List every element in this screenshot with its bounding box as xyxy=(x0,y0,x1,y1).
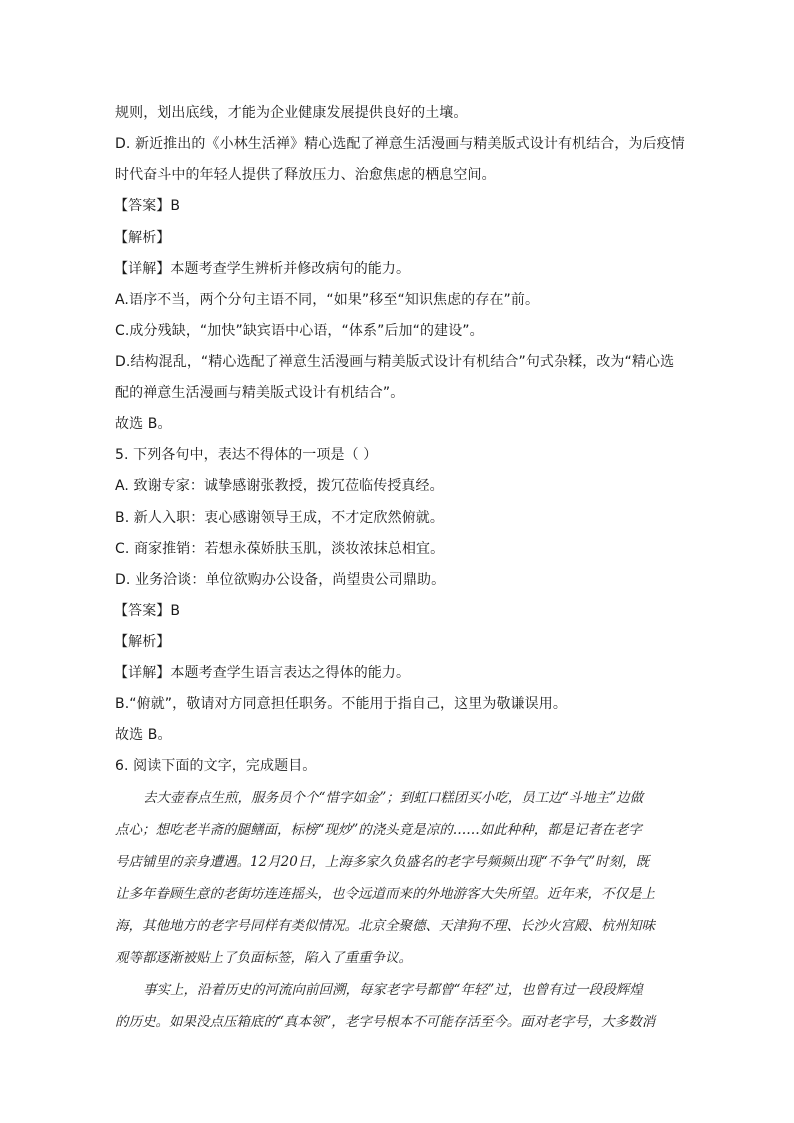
analysis-label: 【解析】 xyxy=(114,634,171,650)
option-c: C. 商家推销：若想永葆娇肤玉肌，淡妆浓抹总相宜。 xyxy=(115,541,445,557)
option-b: B. 新人入职：衷心感谢领导王成，不才定欣然俯就。 xyxy=(115,510,445,526)
text-line: 规则，划出底线，才能为企业健康发展提供良好的土壤。 xyxy=(115,105,468,121)
conclusion-line: 故选 B。 xyxy=(115,727,172,743)
passage-line: 让多年眷顾生意的老街坊连连摇头，也令远道而来的外地游客大失所望。近年来，不仅是上 xyxy=(115,886,655,902)
option-d: D. 业务洽谈：单位欲购办公设备，尚望贵公司鼎助。 xyxy=(115,572,446,588)
passage-line: 的历史。如果没点压箱底的“真本领”，老字号根本不可能存活至今。面对老字号，大多数消 xyxy=(115,1014,656,1030)
passage-line: 去大壶春点生煎，服务员个个“惜字如金”；到虹口糕团买小吃，员工边“斗地主”边做 xyxy=(143,790,644,806)
option-a: A. 致谢专家：诚挚感谢张教授，拨冗莅临传授真经。 xyxy=(115,478,444,494)
explanation-d: D.结构混乱，“精心选配了禅意生活漫画与精美版式设计有机结合”句式杂糅，改为“精心选 xyxy=(115,354,675,370)
question-6: 6. 阅读下面的文字，完成题目。 xyxy=(115,758,317,774)
detail-line: 【详解】本题考查学生辨析并修改病句的能力。 xyxy=(114,261,411,277)
conclusion-line: 故选 B。 xyxy=(115,416,172,432)
passage-line: 海，其他地方的老字号同样有类似情况。北京全聚德、天津狗不理、长沙火宫殿、杭州知味 xyxy=(115,918,655,934)
text-line: 时代奋斗中的年轻人提供了释放压力、治愈焦虑的栖息空间。 xyxy=(115,167,496,183)
explanation-c: C.成分残缺，“加快”缺宾语中心语，“体系”后加“的建设”。 xyxy=(115,323,484,339)
explanation-a: A.语序不当，两个分句主语不同，“如果”移至“知识焦虑的存在”前。 xyxy=(115,292,540,308)
passage-line: 事实上，沿着历史的河流向前回溯，每家老字号都曾“年轻”过，也曾有过一段段辉煌 xyxy=(143,982,643,998)
explanation-d-cont: 配的禅意生活漫画与精美版式设计有机结合”。 xyxy=(115,385,405,401)
analysis-label: 【解析】 xyxy=(114,230,171,246)
question-5: 5. 下列各句中，表达不得体的一项是（ ） xyxy=(115,447,378,463)
passage-line: 观等都逐渐被贴上了负面标签，陷入了重重争议。 xyxy=(115,950,412,966)
answer-label: 【答案】B xyxy=(114,603,181,619)
answer-label: 【答案】B xyxy=(114,198,181,214)
detail-line: 【详解】本题考查学生语言表达之得体的能力。 xyxy=(114,665,411,681)
passage-line: 号店铺里的亲身遭遇。12月20日，上海多家久负盛名的老字号频频出现“不争气”时刻，既 xyxy=(115,854,650,870)
option-d-line: D. 新近推出的《小林生活禅》精心选配了禅意生活漫画与精美版式设计有机结合，为后疫情 xyxy=(115,136,685,152)
passage-line: 点心；想吃老半斋的腿鳝面，标榜“现炒”的浇头竟是凉的……如此种种，都是记者在老字 xyxy=(115,822,642,838)
explanation-b: B.“俯就”，敬请对方同意担任职务。不能用于指自己，这里为敬谦误用。 xyxy=(115,696,567,712)
